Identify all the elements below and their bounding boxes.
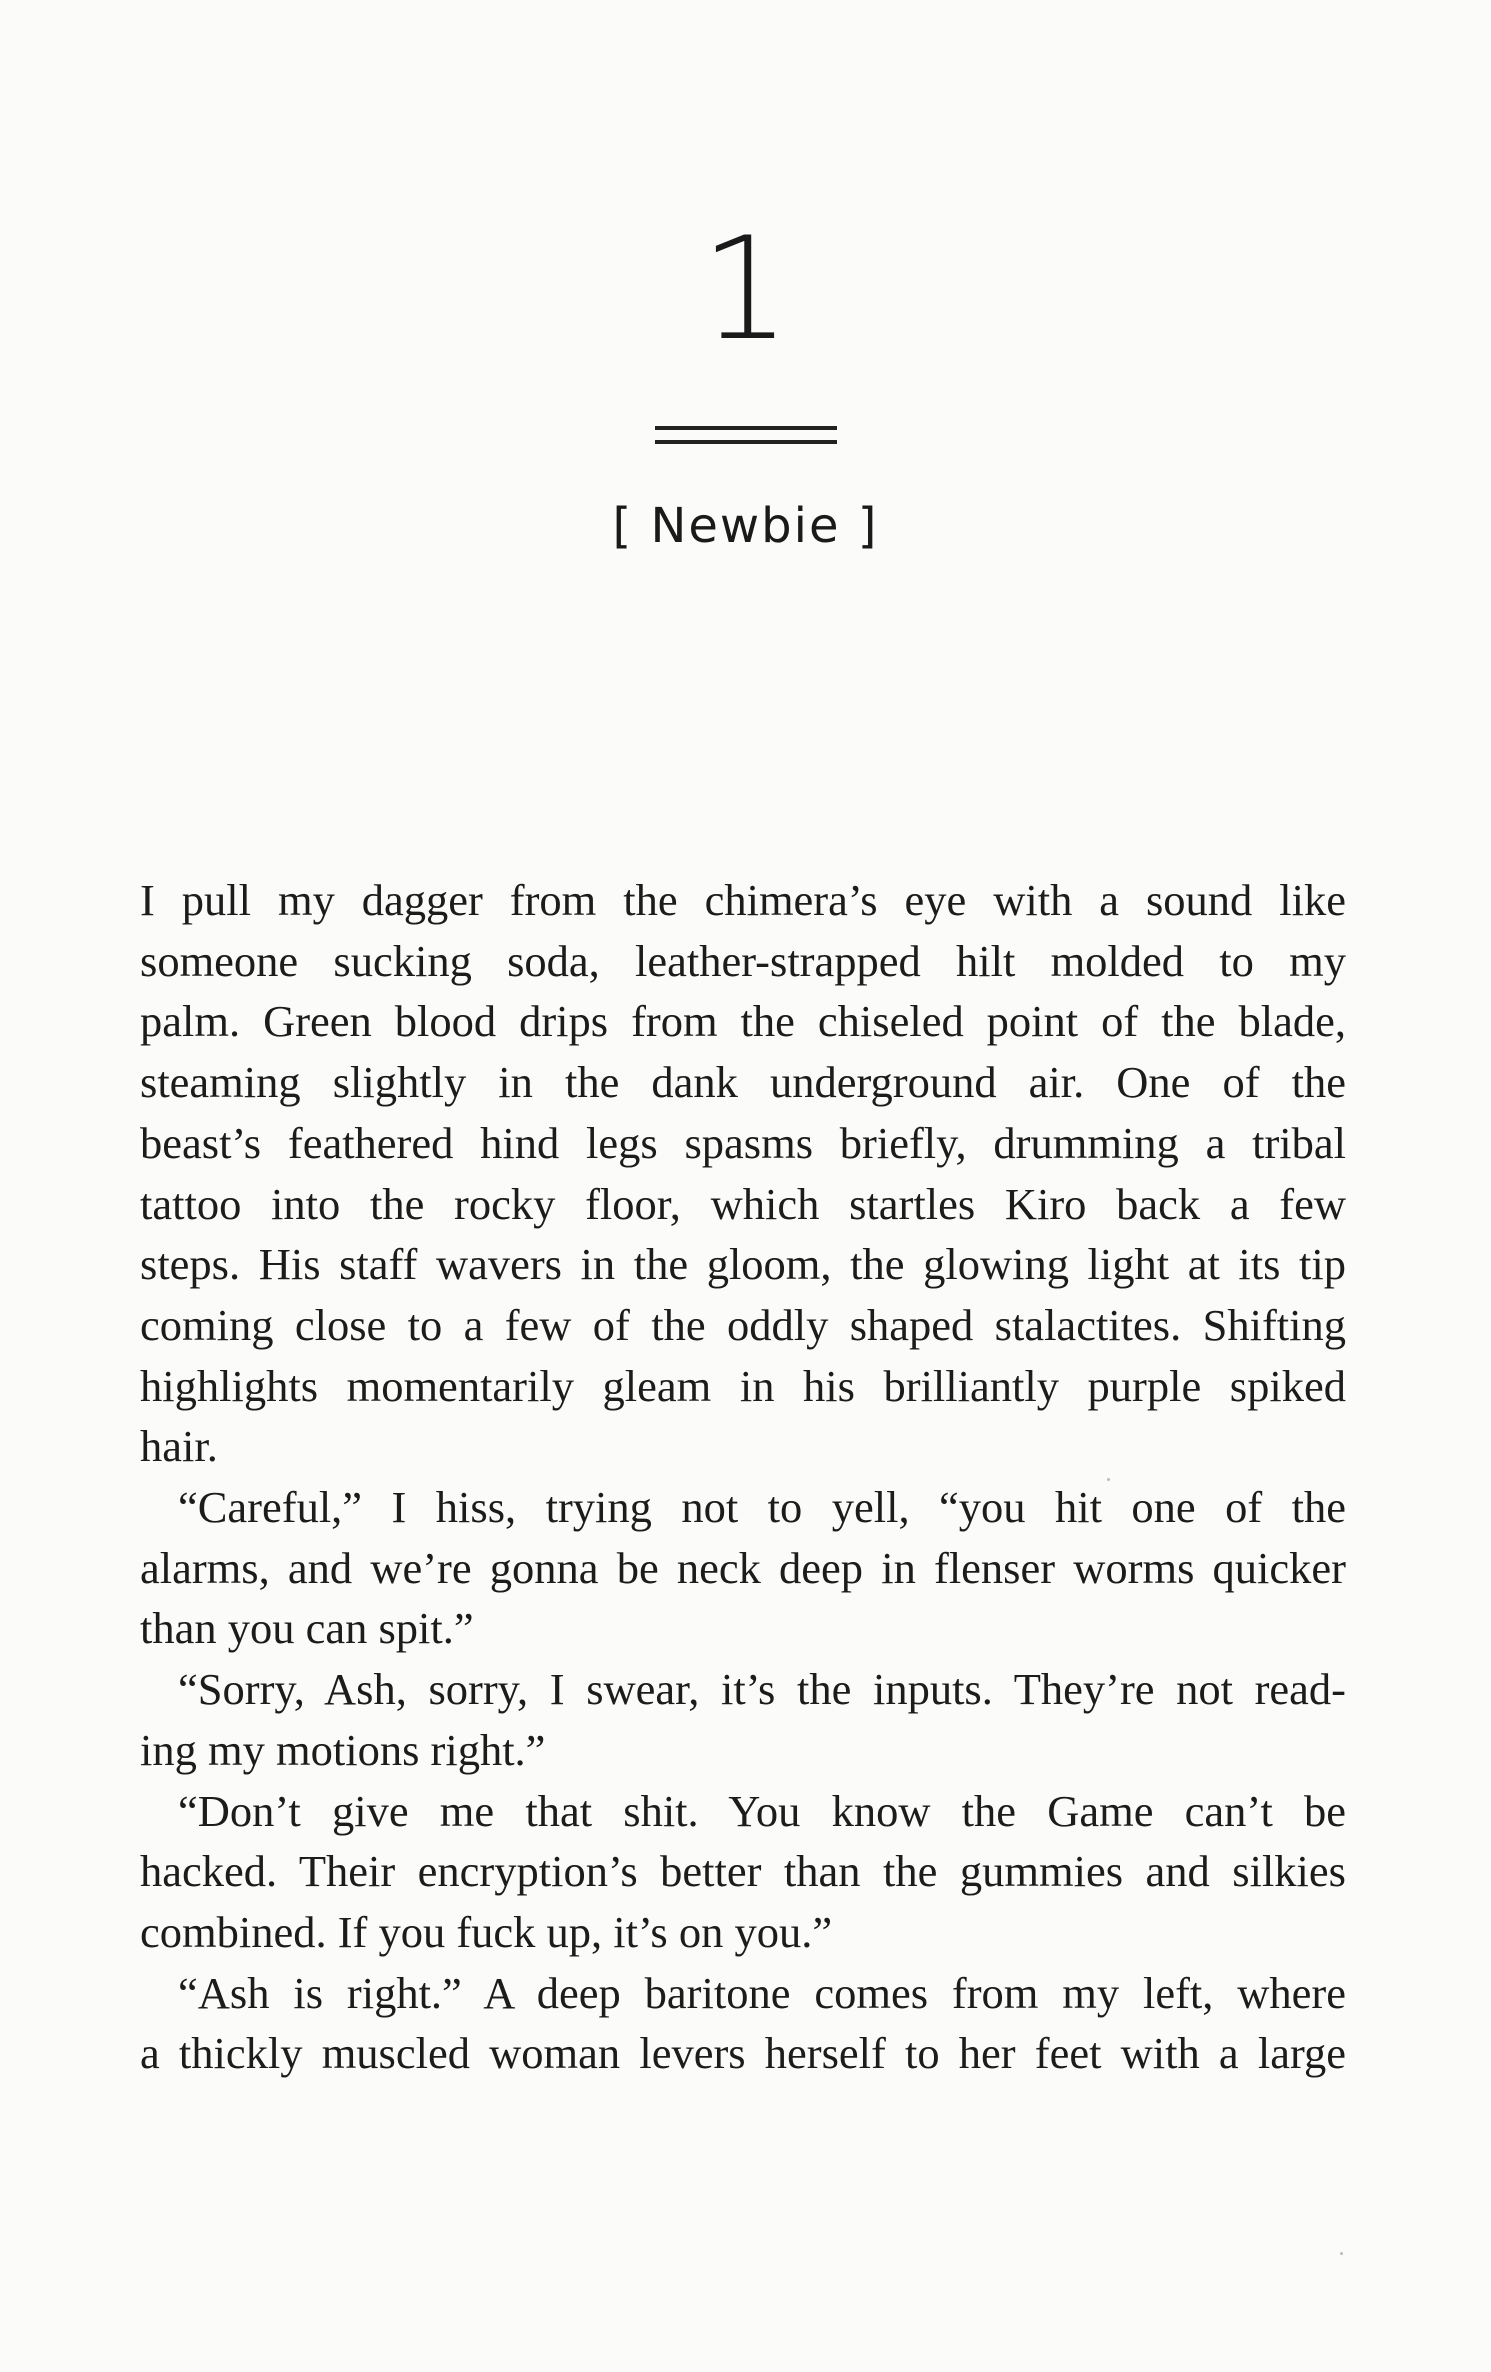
text-line: tattoo into the rocky floor, which startles Kiro back a few [140, 1178, 1346, 1229]
text-line: “Careful,” I hiss, trying not to yell, “you hit one of the [178, 1482, 1346, 1533]
text-line: coming close to a few of the oddly shaped stalactites. Shifting [140, 1299, 1346, 1350]
text-line: than you can spit.” [140, 1603, 474, 1654]
text-line: highlights momentarily gleam in his brilliantly purple spiked [140, 1360, 1346, 1411]
text-line: someone sucking soda, leather-strapped hilt molded to my [140, 935, 1346, 986]
text-line: “Don’t give me that shit. You know the Game can’t be [178, 1785, 1346, 1836]
chapter-divider-top [655, 426, 837, 430]
text-line: hacked. Their encryption’s better than the gummies and silkies [140, 1846, 1346, 1897]
text-line: a thickly muscled woman levers herself to her feet with a large [140, 2028, 1346, 2079]
chapter-number: 1 [700, 207, 791, 372]
text-line: combined. If you fuck up, it’s on you.” [140, 1906, 833, 1957]
text-line: ing my motions right.” [140, 1724, 546, 1775]
chapter-divider-bottom [655, 440, 837, 444]
scan-speck [1107, 1478, 1110, 1481]
text-line: “Ash is right.” A deep baritone comes from my left, where [178, 1967, 1346, 2018]
text-line: steps. His staff wavers in the gloom, the glowing light at its tip [140, 1239, 1346, 1290]
text-line: beast’s feathered hind legs spasms briefly, drumming a tribal [140, 1117, 1346, 1168]
text-line: “Sorry, Ash, sorry, I swear, it’s the inputs. They’re not read- [178, 1664, 1346, 1715]
text-line: alarms, and we’re gonna be neck deep in flenser worms quicker [140, 1542, 1346, 1593]
scan-speck [1340, 2252, 1343, 2255]
text-line: I pull my dagger from the chimera’s eye with a sound like [140, 875, 1346, 925]
chapter-body [140, 870, 1346, 2084]
chapter-title: [ Newbie ] [612, 498, 879, 554]
text-line: palm. Green blood drips from the chiseled point of the blade, [140, 996, 1346, 1047]
text-line: steaming slightly in the dank underground air. One of the [140, 1057, 1346, 1108]
text-line: hair. [140, 1421, 218, 1472]
